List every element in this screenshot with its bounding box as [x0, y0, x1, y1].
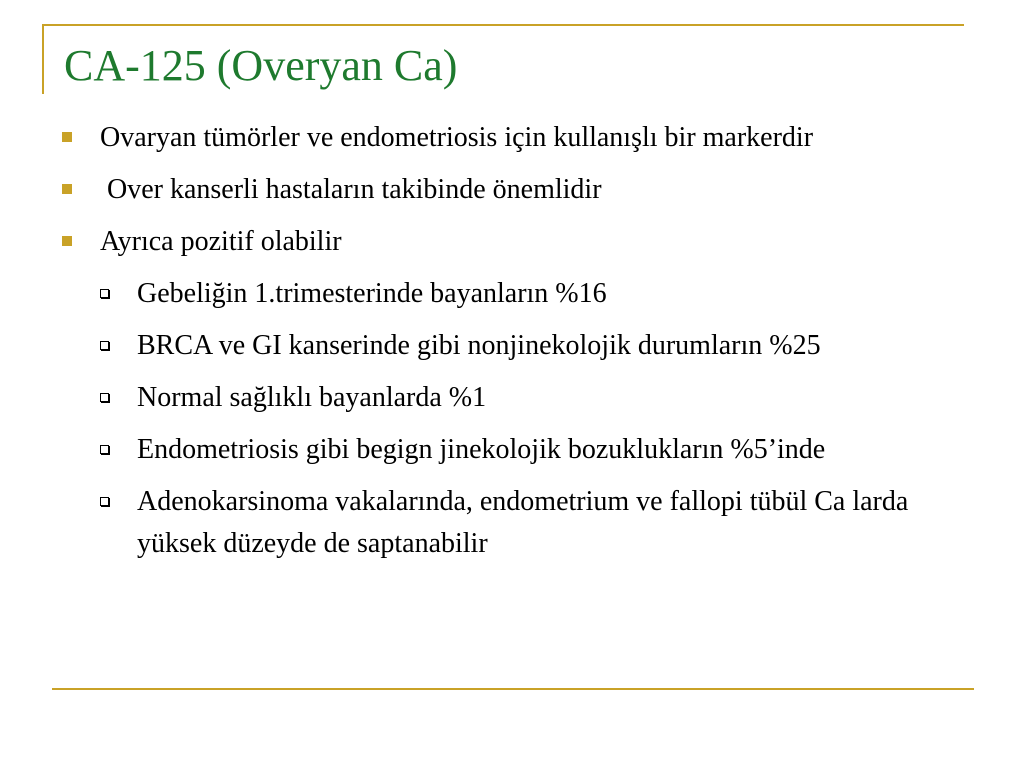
sub-bullet-item [62, 481, 952, 565]
bullet-text: Ayrıca pozitif olabilir [100, 226, 342, 257]
hollow-square-bullet-icon [100, 289, 109, 298]
sub-bullet-text: Endometriosis gibi begign jinekolojik bozuklukların %5’inde [137, 434, 826, 465]
top-rule [42, 24, 964, 26]
filled-square-bullet-icon [62, 132, 72, 142]
sub-bullet-text: Adenokarsinoma vakalarında, endometrium ve fallopi tübül Ca larda yüksek düzeyde de saptanabilir [137, 486, 909, 559]
filled-square-bullet-icon [62, 236, 72, 246]
hollow-square-bullet-icon [100, 445, 109, 454]
bottom-rule [52, 688, 974, 690]
bullet-item [62, 221, 952, 263]
left-rule [42, 24, 44, 94]
sub-bullet-item [62, 377, 952, 419]
sub-bullet-item [62, 273, 952, 315]
sub-bullet-item [62, 429, 952, 471]
bullet-list [62, 117, 952, 575]
bullet-text: Over kanserli hastaların takibinde önemlidir [100, 174, 602, 205]
slide-title: CA-125 (Overyan Ca) [64, 41, 458, 90]
sub-bullet-text: BRCA ve GI kanserinde gibi nonjinekolojik durumların %25 [137, 330, 821, 361]
bullet-item [62, 169, 952, 211]
sub-bullet-item [62, 325, 952, 367]
bullet-item [62, 117, 952, 159]
filled-square-bullet-icon [62, 184, 72, 194]
hollow-square-bullet-icon [100, 497, 109, 506]
sub-bullet-text: Normal sağlıklı bayanlarda %1 [137, 382, 487, 413]
sub-bullet-text: Gebeliğin 1.trimesterinde bayanların %16 [137, 278, 607, 309]
hollow-square-bullet-icon [100, 393, 109, 402]
bullet-text: Ovaryan tümörler ve endometriosis için kullanışlı bir markerdir [100, 122, 814, 153]
hollow-square-bullet-icon [100, 341, 109, 350]
